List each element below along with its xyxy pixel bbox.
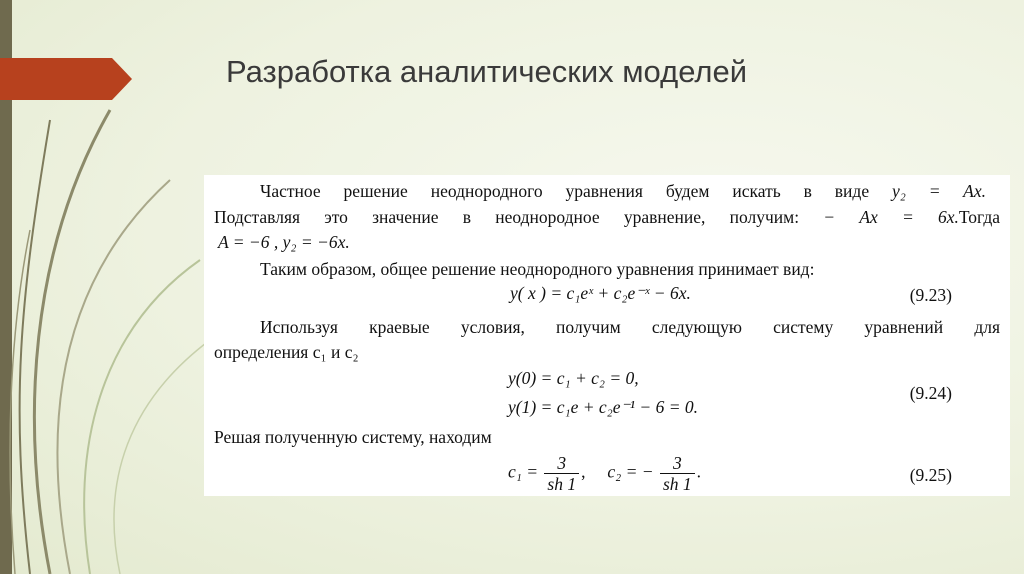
math-y2: y₂ = Ax. [892,181,987,201]
paragraph-1-line-3: A = −6 , y₂ = −6x. [218,232,350,252]
paragraph-1-line-2 [214,207,1000,228]
paragraph-2: Таким образом, общее решение неоднородного уравнения принимает вид: [260,259,815,279]
separator: , [581,461,586,482]
c1-denominator: sh 1 [547,474,577,495]
equation-9-24-a: y(0) = c₁ + c₂ = 0, [508,368,639,388]
c2-denominator: sh 1 [662,474,692,495]
equation-number-9-25: (9.25) [909,465,952,485]
equation-number-9-24: (9.24) [909,383,952,403]
title-accent-flag [0,58,132,100]
c1-lhs: c₁ = [508,461,539,482]
c2-fraction [660,453,695,494]
slide-title: Разработка аналитических моделей [226,54,748,89]
document-excerpt [204,175,1010,496]
c1-fraction [544,453,579,494]
paragraph-3-line-1: Используя краевые условия, получим следующую систему уравнений для [260,317,1000,337]
text: Подставляя это значение в неоднородное уравнение, получим: [214,207,800,227]
equation-9-25 [508,453,701,494]
end-period: . [696,461,702,482]
math-ax: − Ax = 6x. [823,207,959,227]
equation-9-23: y( x ) = c₁eˣ + c₂e⁻ˣ − 6x. [510,283,691,303]
equation-number-9-23: (9.23) [909,285,952,305]
text: Тогда [958,207,1001,227]
c2-lhs: c₂ = − [607,461,654,482]
text: Частное решение неоднородного уравнения будем искать в виде [260,181,870,201]
paragraph-4: Решая полученную систему, находим [214,427,492,447]
c2-numerator: 3 [660,453,695,474]
c1-numerator: 3 [544,453,579,474]
paragraph-3-line-2: определения c₁ и c₂ [214,342,359,362]
equation-9-24-b: y(1) = c₁e + c₂e⁻¹ − 6 = 0. [508,397,699,417]
paragraph-1-line-1 [260,181,986,202]
